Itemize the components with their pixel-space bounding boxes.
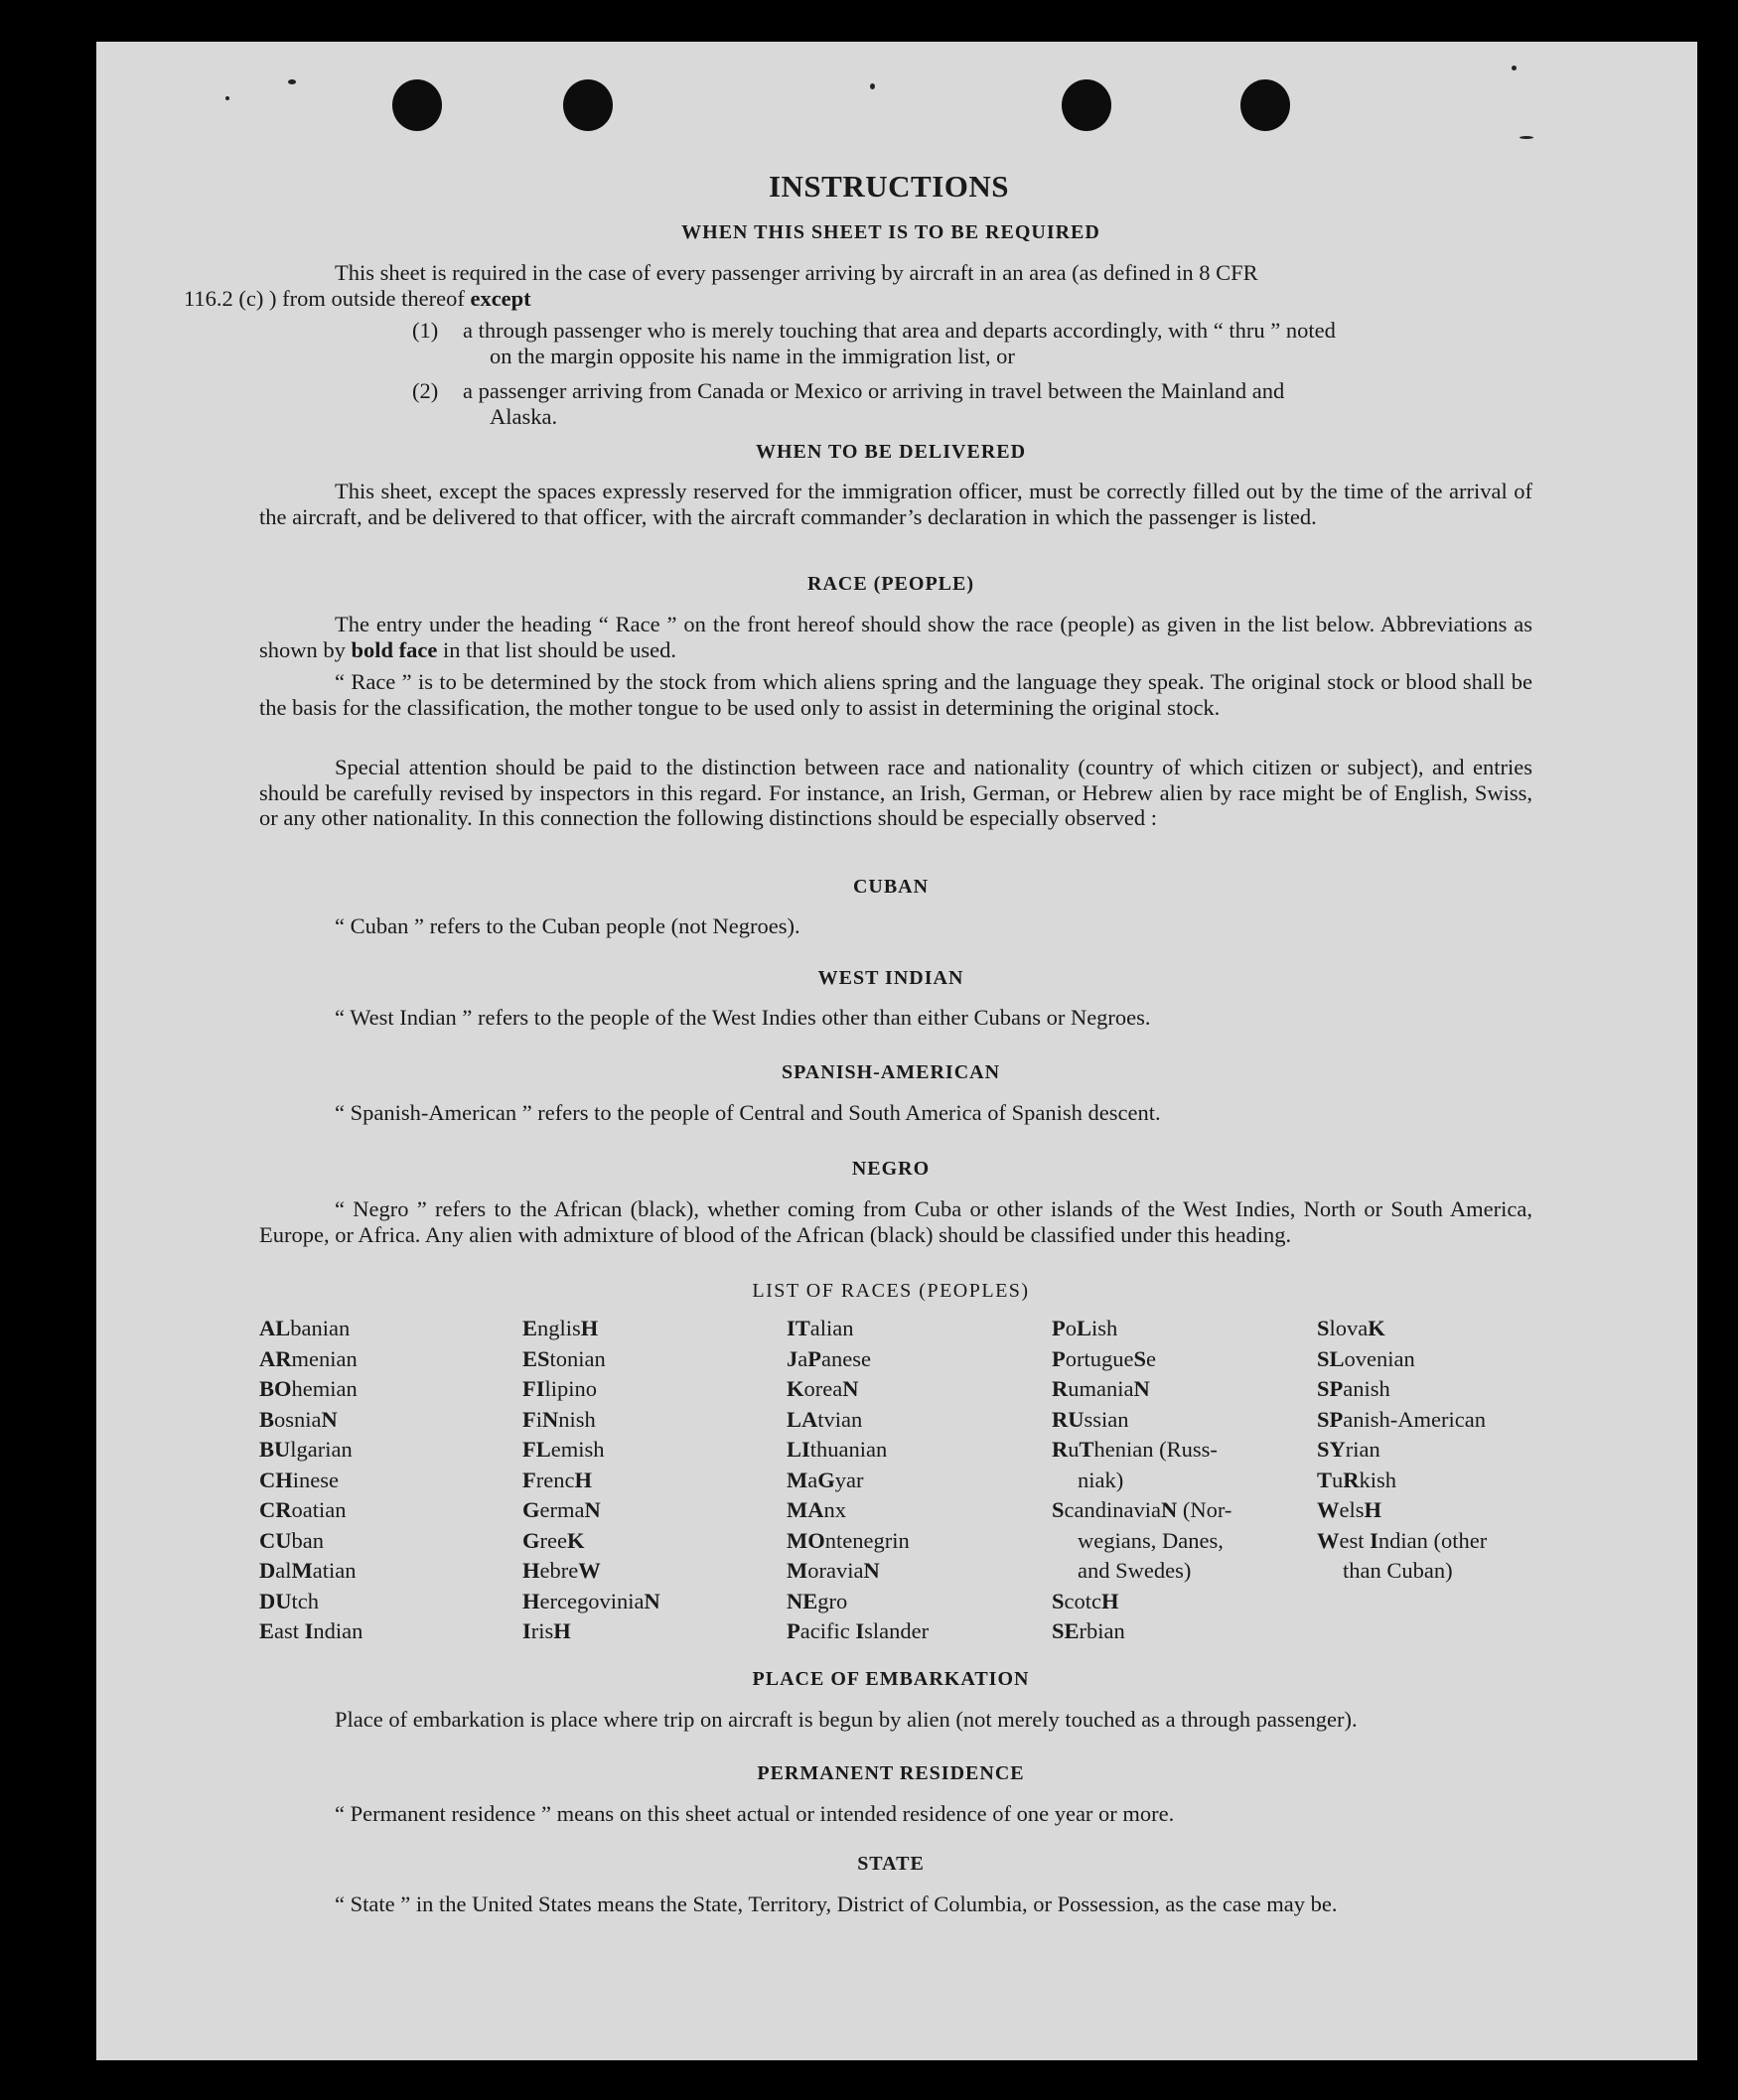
race-entry: SlovaK <box>1317 1316 1385 1340</box>
race-entry: SYrian <box>1317 1437 1380 1462</box>
negro-text: “ Negro ” refers to the African (black), whether coming from Cuba or other islands of the West Indies, North or South America, Europe, or Africa. Any alien with admixture of blood of the African (black) should be classified under this heading. <box>259 1196 1532 1247</box>
heading-race: RACE (PEOPLE) <box>807 573 974 595</box>
race-entry: ALbanian <box>259 1316 351 1340</box>
spanish-american-text: “ Spanish-American ” refers to the people of Central and South America of Spanish descent. <box>335 1100 1161 1125</box>
heading-negro: NEGRO <box>851 1158 931 1180</box>
race-entry: wegians, Danes, <box>1078 1527 1224 1553</box>
heading-permanent-residence: PERMANENT RESIDENCE <box>757 1762 1025 1784</box>
state-text: “ State ” in the United States means the State, Territory, District of Columbia, or Possession, as the case may be. <box>335 1891 1338 1916</box>
race-entry: HercegoviniaN <box>522 1588 660 1613</box>
race-entry: SErbian <box>1052 1618 1125 1643</box>
when-required-intro: This sheet is required in the case of every passenger arriving by aircraft in an area (as defined in 8 CFR 116.2 (c) ) from outside thereof except <box>184 260 1258 311</box>
race-entry: LAtvian <box>787 1406 863 1432</box>
race-entry: PoLish <box>1052 1316 1118 1340</box>
race-entry: DalMatian <box>259 1558 357 1583</box>
race-entry: LIthuanian <box>787 1437 888 1462</box>
race-entry: BUlgarian <box>259 1437 353 1462</box>
punch-hole <box>1240 79 1290 131</box>
race-entry: MAnx <box>787 1497 846 1522</box>
race-entry: EStonian <box>522 1345 606 1371</box>
race-entry: BOhemian <box>259 1376 358 1401</box>
dust-speck <box>1512 66 1517 70</box>
race-entry: NEgro <box>787 1588 848 1613</box>
race-entry: niak) <box>1078 1467 1124 1492</box>
west-indian-text: “ West Indian ” refers to the people of the West Indies other than either Cubans or Negroes. <box>335 1005 1151 1030</box>
race-entry: IrisH <box>522 1618 571 1643</box>
page-title: INSTRUCTIONS <box>768 169 1009 204</box>
dust-speck <box>1520 136 1533 139</box>
race-entry: RumaniaN <box>1052 1376 1150 1401</box>
race-entry: CRoatian <box>259 1497 347 1522</box>
race-entry: ScotcH <box>1052 1588 1119 1613</box>
race-column-4 <box>1052 1314 1231 1647</box>
when-delivered-text: This sheet, except the spaces expressly reserved for the immigration officer, must be correctly filled out by the time of the arrival of the aircraft, and be delivered to that officer, with the aircraft commander’s declaration in which the passenger is listed. <box>259 479 1532 529</box>
punch-hole <box>563 79 613 131</box>
race-paragraph-3: Special attention should be paid to the distinction between race and nationality (country of which citizen or subject), and entries should be carefully revised by inspectors in this regard. For instance, an Irish, German, or Hebrew alien by race might be of English, Swiss, or any other nationality. In this connection the following distinctions should be especially observed : <box>259 755 1532 830</box>
race-entry: GermaN <box>522 1497 601 1522</box>
race-entry: SLovenian <box>1317 1345 1415 1371</box>
race-entry: BosniaN <box>259 1406 338 1432</box>
race-entry: SPanish-American <box>1317 1406 1486 1432</box>
heading-state: STATE <box>857 1853 925 1875</box>
cuban-text: “ Cuban ” refers to the Cuban people (not Negroes). <box>335 913 800 938</box>
race-entry: ITalian <box>787 1316 854 1340</box>
race-paragraph-2: “ Race ” is to be determined by the stock from which aliens spring and the language they speak. The original stock or blood shall be the basis for the classification, the mother tongue to be used only to assist in determining the original stock. <box>259 669 1532 720</box>
race-entry: RuThenian (Russ- <box>1052 1437 1218 1462</box>
race-entry: West Indian (other <box>1317 1527 1488 1553</box>
heading-spanish-american: SPANISH-AMERICAN <box>781 1061 1001 1083</box>
heading-when-required: WHEN THIS SHEET IS TO BE REQUIRED <box>681 221 1100 243</box>
heading-cuban: CUBAN <box>852 876 930 898</box>
race-entry: WelsH <box>1317 1497 1382 1522</box>
race-entry: MoraviaN <box>787 1558 880 1583</box>
heading-list-of-races: LIST OF RACES (PEOPLES) <box>752 1280 1030 1302</box>
race-entry: KoreaN <box>787 1376 859 1401</box>
race-entry: RUssian <box>1052 1406 1129 1432</box>
heading-west-indian: WEST INDIAN <box>817 967 964 989</box>
race-entry: CUban <box>259 1527 324 1553</box>
dust-speck <box>225 96 229 100</box>
race-entry: TuRkish <box>1317 1467 1397 1492</box>
punch-hole <box>392 79 442 131</box>
race-entry: FiNnish <box>522 1406 596 1432</box>
race-entry: East Indian <box>259 1618 363 1643</box>
race-entry: Pacific Islander <box>787 1618 930 1643</box>
race-entry: FrencH <box>522 1467 592 1492</box>
race-entry: MaGyar <box>787 1467 864 1492</box>
race-entry: HebreW <box>522 1558 601 1583</box>
race-paragraph-1: The entry under the heading “ Race ” on the front hereof should show the race (people) as given in the list below. Abbreviations as shown by bold face in that list should be used. <box>259 612 1532 662</box>
race-entry: ScandinaviaN (Nor- <box>1052 1497 1232 1522</box>
race-entry: MOntenegrin <box>787 1527 910 1553</box>
race-column-1 <box>259 1314 362 1647</box>
heading-place-of-embarkation: PLACE OF EMBARKATION <box>752 1668 1030 1690</box>
race-entry: and Swedes) <box>1078 1558 1192 1583</box>
race-entry: FLemish <box>522 1437 605 1462</box>
race-entry: SPanish <box>1317 1376 1390 1401</box>
race-column-3 <box>787 1314 929 1647</box>
dust-speck <box>870 83 875 89</box>
punch-hole <box>1062 79 1111 131</box>
race-entry: ARmenian <box>259 1345 358 1371</box>
race-column-5 <box>1317 1314 1487 1587</box>
race-entry: FIlipino <box>522 1376 598 1401</box>
dust-speck <box>288 79 296 84</box>
permanent-residence-text: “ Permanent residence ” means on this sheet actual or intended residence of one year or more. <box>335 1801 1175 1826</box>
race-column-2 <box>522 1314 660 1647</box>
heading-when-delivered: WHEN TO BE DELIVERED <box>755 441 1027 463</box>
embarkation-text: Place of embarkation is place where trip on aircraft is begun by alien (not merely touched as a through passenger). <box>335 1707 1358 1732</box>
race-entry: DUtch <box>259 1588 319 1613</box>
race-entry: EnglisH <box>522 1316 599 1340</box>
race-entry: than Cuban) <box>1343 1558 1453 1583</box>
race-entry: PortugueSe <box>1052 1345 1156 1371</box>
race-entry: CHinese <box>259 1467 339 1492</box>
race-entry: JaPanese <box>787 1345 871 1371</box>
race-entry: GreeK <box>522 1527 585 1553</box>
